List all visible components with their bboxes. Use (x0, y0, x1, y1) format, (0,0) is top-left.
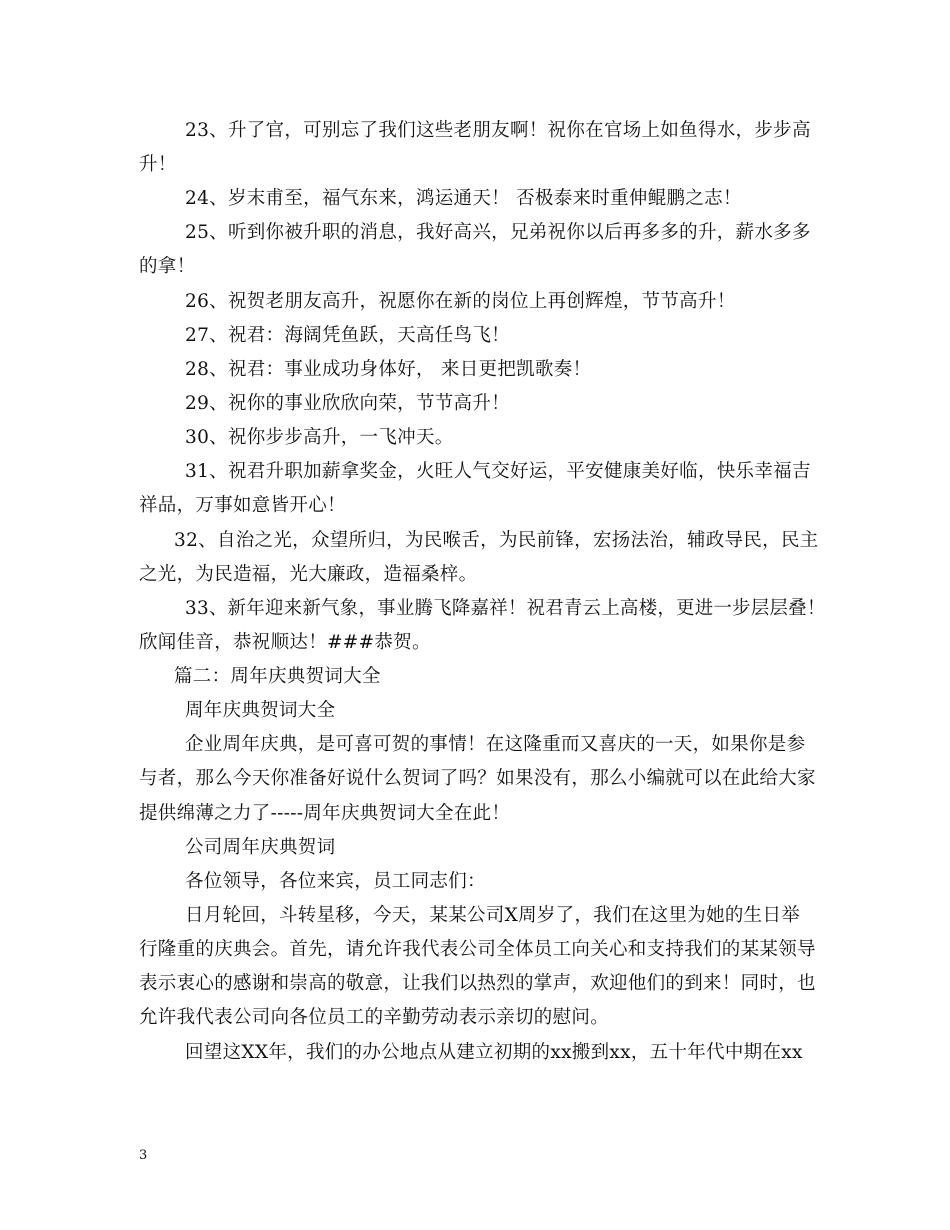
text-line: 30、祝你步步高升，一飞冲天。 (185, 427, 454, 448)
text-line: 28、祝君：事业成功身体好， 来日更把凯歌奏！ (185, 359, 592, 380)
text-line: 祥品，万事如意皆开心！ (139, 495, 346, 516)
text-line: 日月轮回，斗转星移，今天，某某公司X周岁了，我们在这里为她的生日举 (185, 905, 801, 926)
section-heading: 篇二：周年庆典贺词大全 (174, 666, 381, 687)
subheading: 公司周年庆典贺词 (185, 837, 336, 858)
text-line: 升！ (139, 154, 177, 175)
text-line: 的拿！ (139, 256, 196, 277)
text-line: 24、岁末甫至，福气东来，鸿运通天！ 否极泰来时重伸鲲鹏之志！ (185, 188, 742, 209)
text-line: 26、祝贺老朋友高升，祝愿你在新的岗位上再创辉煌，节节高升！ (185, 291, 736, 312)
text-line: 31、祝君升职加薪拿奖金，火旺人气交好运，平安健康美好临，快乐幸福吉 (185, 461, 811, 482)
article-title: 周年庆典贺词大全 (185, 700, 336, 721)
text-line: 各位领导，各位来宾，员工同志们： (185, 871, 486, 892)
page-number: 3 (139, 1148, 148, 1163)
text-line: 回望这XX年，我们的办公地点从建立初期的xx搬到xx，五十年代中期在xx (185, 1042, 803, 1063)
text-line: 27、祝君：海阔凭鱼跃，天高任鸟飞！ (185, 325, 510, 346)
text-line: 23、升了官，可别忘了我们这些老朋友啊！祝你在官场上如鱼得水，步步高 (185, 120, 811, 141)
text-line: 企业周年庆典，是可喜可贺的事情！在这隆重而又喜庆的一天，如果你是参 (185, 734, 806, 755)
text-line: 欣闻佳音，恭祝顺达！###恭贺。 (139, 632, 431, 653)
text-line: 提供绵薄之力了-----周年庆典贺词大全在此！ (139, 803, 511, 824)
text-line: 与者，那么今天你准备好说什么贺词了吗？如果没有，那么小编就可以在此给大家 (139, 768, 816, 789)
text-line: 表示衷心的感谢和崇高的敬意，让我们以热烈的掌声，欢迎他们的到来！同时，也 (139, 973, 816, 994)
text-line: 行隆重的庆典会。首先，请允许我代表公司全体员工向关心和支持我们的某某领导 (139, 939, 816, 960)
text-line: 之光，为民造福，光大廉政，造福桑梓。 (139, 564, 478, 585)
text-line: 32、自治之光，众望所归，为民喉舌，为民前锋，宏扬法治，辅政导民，民主 (174, 530, 819, 551)
text-line: 25、听到你被升职的消息，我好高兴，兄弟祝你以后再多多的升，薪水多多 (185, 222, 811, 243)
text-line: 33、新年迎来新气象，事业腾飞降嘉祥！祝君青云上高楼，更进一步层层叠！ (185, 598, 826, 619)
text-line: 允许我代表公司向各位员工的辛勤劳动表示亲切的慰问。 (139, 1007, 610, 1028)
text-line: 29、祝你的事业欣欣向荣，节节高升！ (185, 393, 510, 414)
